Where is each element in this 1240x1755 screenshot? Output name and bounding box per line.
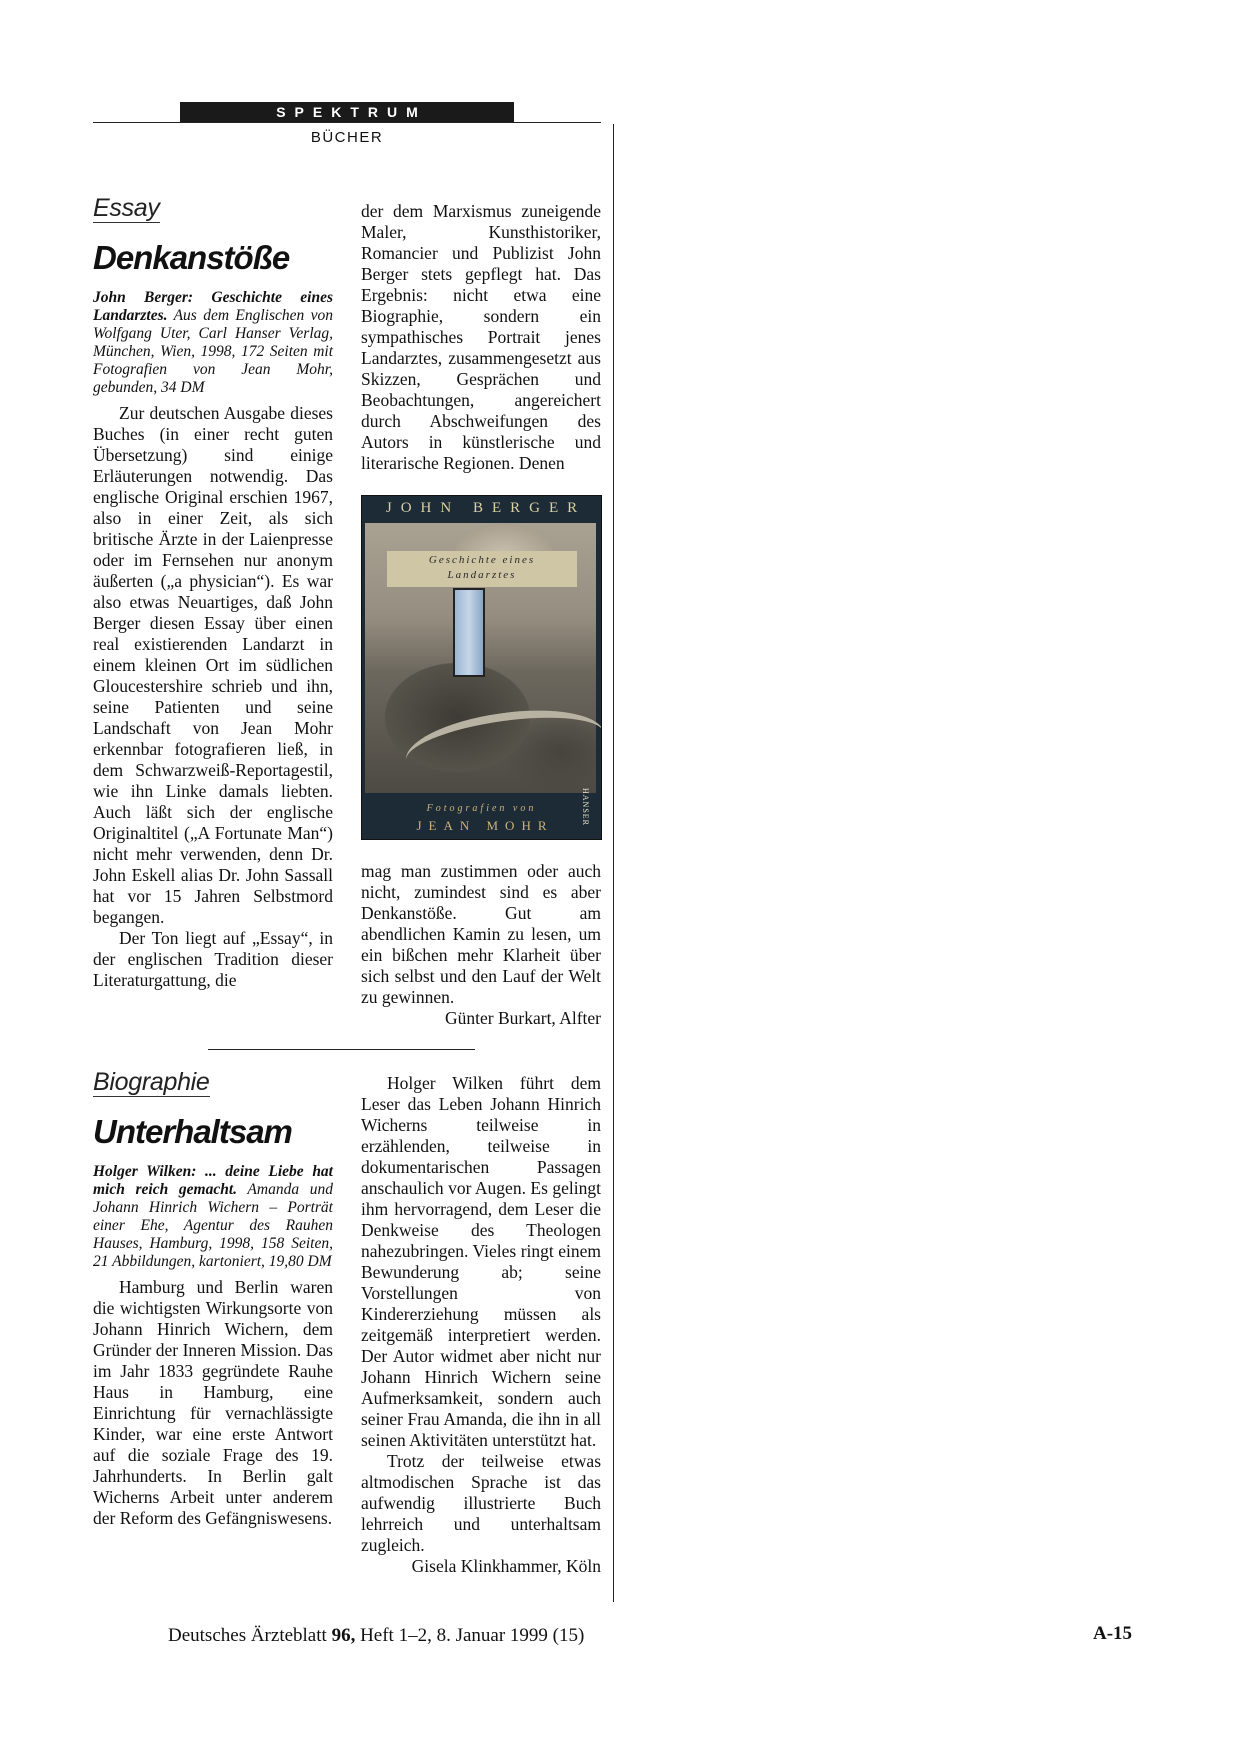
cover-author: JOHN BERGER (385, 500, 587, 516)
essay-paragraph: der dem Marxismus zuneigende Maler, Kunsthistoriker, Romancier und Publizist John Berger stets gepflegt hat. Das Ergebnis: nicht etwa eine Biographie, sondern ein sympathisches Portrait jenes Landarztes, zusammengesetzt aus Skizzen, Gesprächen und Beobachtungen, angereichert durch Abschweifungen des Autors in künstlerische und literarische Regionen. Denen (361, 201, 601, 473)
biography-right-column (361, 1073, 601, 1577)
biography-headline: Unterhaltsam (93, 1113, 292, 1150)
page-number: A-15 (1093, 1623, 1133, 1644)
cover-doorway-shape (453, 588, 485, 677)
essay-paragraph: mag man zustimmen oder auch nicht, zumindest sind es aber Denkanstöße. Gut am abendlichen Kamin zu lesen, um ein bißchen mehr Klarheit über sich selbst und den Lauf der Welt zu gewinnen. (361, 861, 601, 1007)
biography-category: Biographie (93, 1068, 210, 1096)
journal-issue: Heft 1–2, 8. Januar 1999 (15) (360, 1625, 585, 1646)
cover-photographer: JEAN MOHR (416, 818, 554, 833)
essay-right-column-bottom (361, 861, 601, 1029)
essay-category: Essay (93, 194, 160, 222)
essay-paragraph: Zur deutschen Ausgabe dieses Buches (in einer recht guten Übersetzung) sind einige Erläuterungen notwendig. Das englische Original erschien 1967, also in einer Zeit, als sich britische Ärzte in der Laienpresse oder im Fernsehen nur anonym äußerten („a physician“). Es war also etwas Neuartiges, daß John Berger diesen Essay über einen real existierenden Landarzt in einem kleinen Ort im südlichen Gloucestershire schrieb und ihn, seine Patienten und seine Landschaft von Jean Mohr erkennbar fotografieren ließ, in dem Schwarzweiß-Reportagestil, wie ihn Linke damals liebten. Auch läßt sich der englische Originaltitel („A Fortunate Man“) nicht mehr verwenden, denn Dr. John Eskell alias Dr. John Sassall hat vor 15 Jahren Selbstmord begangen. (93, 403, 333, 927)
journal-name: Deutsches Ärzteblatt (168, 1625, 327, 1646)
page-footer (168, 1625, 584, 1647)
cover-publisher: HANSER (581, 788, 590, 827)
biography-book-author: Holger Wilken: (93, 1163, 197, 1180)
essay-right-column-top (361, 201, 601, 474)
section-header-bar: SPEKTRUM (180, 102, 514, 123)
biography-paragraph: Hamburg und Berlin waren die wichtigsten Wirkungsorte von Johann Hinrich Wichern, dem Gründer der Inneren Mission. Das im Jahr 1833 gegründete Rauhe Haus in Hamburg, eine Einrichtung für vernachlässigte Kinder, war eine erste Antwort auf die soziale Frage des 19. Jahrhunderts. In Berlin galt Wicherns Arbeit unter anderem der Reform des Gefängniswesens. (93, 1277, 333, 1528)
essay-book-details: Aus dem Englischen von Wolfgang Uter, Carl Hanser Verlag, München, Wien, 1998, 172 Seiten mit Fotografien von Jean Mohr, gebunden, 34 DM (93, 307, 333, 396)
biography-book-title: ... deine Liebe hat mich reich gemacht. (93, 1163, 333, 1198)
biography-reviewer: Gisela Klinkhammer, Köln (411, 1556, 601, 1576)
header-rule (93, 122, 601, 123)
essay-book-author: John Berger: (93, 289, 194, 306)
cover-title-line: Geschichte eines (428, 554, 536, 566)
essay-headline: Denkanstöße (93, 239, 290, 276)
cover-road-shape (401, 699, 602, 794)
column-rule (613, 124, 614, 1602)
biography-paragraph: Holger Wilken führt dem Leser das Leben Johann Hinrich Wicherns teilweise in erzählenden, teilweise in dokumentarischen Passagen anschaulich vor Augen. Es gelingt ihm hervorragend, dem Leser die Denkweise des Theologen nahezubringen. Vieles ringt einem Bewunderung ab; seine Vorstellungen von Kindererziehung müssen als zeitgemäß interpretiert werden. Der Autor widmet aber nicht nur Johann Hinrich Wichern seine Aufmerksamkeit, sondern auch seiner Frau Amanda, die ihn in all seinen Aktivitäten unterstützt hat. (361, 1073, 601, 1450)
journal-volume: 96, (331, 1625, 356, 1646)
section-divider (208, 1049, 475, 1050)
cover-title-line: Landarztes (447, 569, 517, 581)
biography-left-column (93, 1068, 333, 1529)
section-subtitle: BÜCHER (310, 129, 384, 146)
biography-paragraph: Trotz der teilweise etwas altmodischen Sprache ist das aufwendig illustrierte Buch lehrreich und unterhaltsam zugleich. (361, 1451, 601, 1555)
essay-left-column (93, 194, 333, 991)
cover-credit: Fotografien von (426, 803, 537, 814)
biography-book-details: Amanda und Johann Hinrich Wichern – Porträt einer Ehe, Agentur des Rauhen Hauses, Hamburg, 1998, 158 Seiten, 21 Abbildungen, kartoniert, 19,80 DM (93, 1181, 333, 1270)
essay-book-title: Geschichte eines Landarztes. (93, 289, 333, 324)
essay-paragraph: Der Ton liegt auf „Essay“, in der englischen Tradition dieser Literaturgattung, die (93, 928, 333, 990)
essay-reviewer: Günter Burkart, Alfter (445, 1008, 601, 1028)
biography-book-info (93, 1163, 333, 1271)
cover-title (387, 551, 577, 587)
essay-book-info (93, 289, 333, 397)
book-cover-image (361, 495, 602, 840)
